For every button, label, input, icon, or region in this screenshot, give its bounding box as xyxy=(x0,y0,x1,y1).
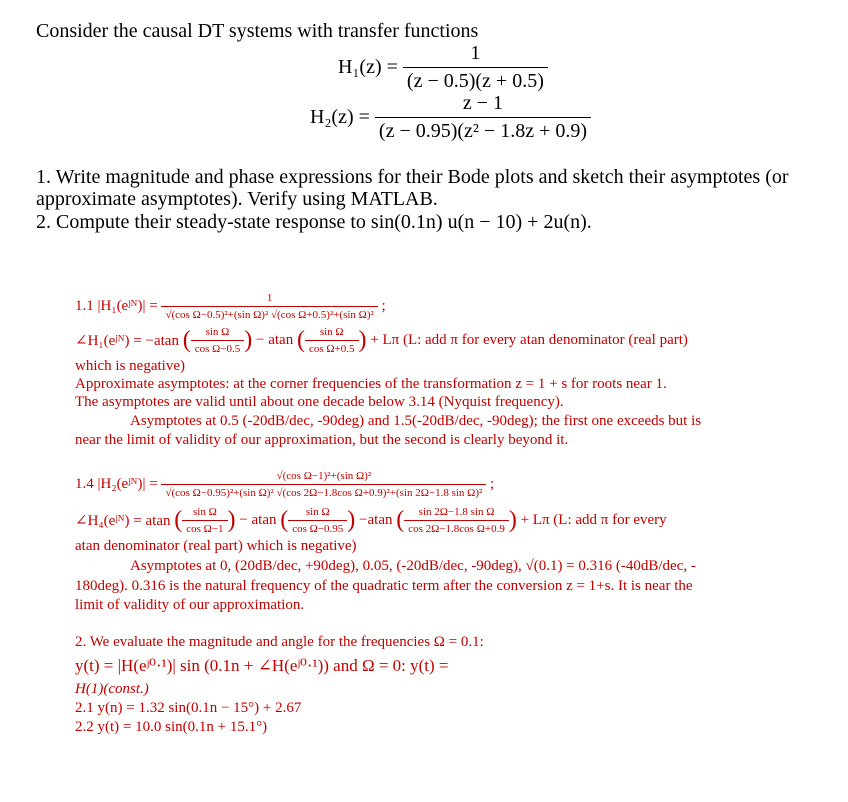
paren-close: ) xyxy=(358,327,367,353)
answer11-phase-f2 xyxy=(305,326,359,355)
task1-line-b: approximate asymptotes). Verify using MATLAB. xyxy=(36,188,438,210)
answer14-phase-mid2: −atan xyxy=(359,512,393,528)
answer11-mag-fraction xyxy=(161,292,377,321)
answer14-phase-f1-den: cos Ω−1 xyxy=(182,520,227,535)
answer11-phase-lhs: ∠H₁(eʲᴺ) = −atan xyxy=(75,333,179,349)
h1-equation xyxy=(338,42,548,93)
answer14-phase xyxy=(75,506,667,535)
answer14-mag-num: √(cos Ω−1)²+(sin Ω)² xyxy=(276,470,372,482)
answer11-magnitude xyxy=(75,292,386,321)
answer14-mag-den: √(cos Ω−0.95)²+(sin Ω)² √(cos 2Ω−1.8cos Ω+0.9)²+(sin 2Ω−1.8 sin Ω)² xyxy=(161,484,486,499)
answer2-line1: 2. We evaluate the magnitude and angle for the frequencies Ω = 0.1: xyxy=(75,634,484,650)
answer11-phase-tail: + Lπ (L: add π for every atan denominator (real part) xyxy=(370,332,688,348)
task2-line: 2. Compute their steady-state response to sin(0.1n) u(n − 10) + 2u(n). xyxy=(36,211,592,233)
answer11-phase xyxy=(75,326,688,355)
h2-fraction xyxy=(375,92,591,143)
answer14-phase-f3 xyxy=(404,506,509,535)
answer11-phase-f1-num: sin Ω xyxy=(205,326,230,338)
answer11-phase-f1 xyxy=(191,326,245,355)
paren-close: ) xyxy=(508,507,517,533)
answer11-phase-f1-den: cos Ω−0.5 xyxy=(191,340,245,355)
paren-open: ( xyxy=(280,507,289,533)
answer11-phase-f2-num: sin Ω xyxy=(319,326,344,338)
answer11-line4: Approximate asymptotes: at the corner frequencies of the transformation z = 1 + s for roots near 1. xyxy=(75,376,667,392)
answer2-line4: 2.1 y(n) = 1.32 sin(0.1n − 15°) + 2.67 xyxy=(75,700,302,716)
answer14-phase-f2-num: sin Ω xyxy=(305,506,330,518)
answer14-line4: Asymptotes at 0, (20dB/dec, +90deg), 0.05, (-20dB/dec, -90deg), √(0.1) = 0.316 (-40dB/dec, - xyxy=(130,558,696,574)
answer14-line5: 180deg). 0.316 is the natural frequency of the quadratic term after the conversion z = 1+s. It is near the xyxy=(75,578,693,594)
answer14-phase-f3-den: cos 2Ω−1.8cos Ω+0.9 xyxy=(404,520,509,535)
h1-denominator: (z − 0.5)(z + 0.5) xyxy=(403,67,548,93)
paren-close: ) xyxy=(347,507,356,533)
paren-close: ) xyxy=(244,327,253,353)
h2-lhs: H₂(z) = xyxy=(310,106,370,128)
answer14-phase-f3-num: sin 2Ω−1.8 sin Ω xyxy=(418,506,495,518)
answer14-mag-fraction xyxy=(161,470,486,499)
answer11-mag-den: √(cos Ω−0.5)²+(sin Ω)² √(cos Ω+0.5)²+(sin Ω)² xyxy=(161,306,377,321)
h1-fraction xyxy=(403,42,548,93)
paren-open: ( xyxy=(296,327,305,353)
answer11-mag-end: ; xyxy=(381,298,386,314)
answer14-mag-end: ; xyxy=(490,476,495,492)
paren-open: ( xyxy=(174,507,183,533)
question-intro: Consider the causal DT systems with transfer functions xyxy=(36,20,479,42)
answer11-phase-f2-den: cos Ω+0.5 xyxy=(305,340,359,355)
h1-numerator: 1 xyxy=(470,42,481,64)
answer11-line3: which is negative) xyxy=(75,358,185,374)
answer11-phase-mid: − atan xyxy=(256,332,294,348)
paren-open: ( xyxy=(396,507,405,533)
answer2-line3: H(1)(const.) xyxy=(75,681,149,697)
answer14-phase-f1-num: sin Ω xyxy=(193,506,217,518)
answer2-line5: 2.2 y(t) = 10.0 sin(0.1n + 15.1°) xyxy=(75,719,268,735)
h2-denominator: (z − 0.95)(z² − 1.8z + 0.9) xyxy=(375,117,591,143)
answer14-phase-f2 xyxy=(288,506,347,535)
answer2-line2: y(t) = |H(eʲ⁰·¹)| sin (0.1n + ∠H(eʲ⁰·¹)) and Ω = 0: y(t) = xyxy=(75,656,449,675)
answer11-line7: near the limit of validity of our approximation, but the second is clearly beyond it. xyxy=(75,432,569,448)
answer14-mag-lhs: 1.4 |H₂(eʲᴺ)| = xyxy=(75,476,158,492)
answer11-line6: Asymptotes at 0.5 (-20dB/dec, -90deg) and 1.5(-20dB/dec, -90deg); the first one exceeds but is xyxy=(130,413,702,429)
h2-equation xyxy=(310,92,591,143)
h2-numerator: z − 1 xyxy=(462,92,504,114)
paren-open: ( xyxy=(182,327,191,353)
answer14-phase-lhs: ∠H₄(eʲᴺ) = atan xyxy=(75,513,171,529)
answer14-phase-f2-den: cos Ω−0.95 xyxy=(288,520,347,535)
answer11-mag-num: 1 xyxy=(266,292,273,304)
answer14-line6: limit of validity of our approximation. xyxy=(75,597,305,613)
answer14-line3: atan denominator (real part) which is negative) xyxy=(75,538,357,554)
answer14-phase-mid1: − atan xyxy=(239,512,277,528)
answer14-phase-tail: + Lπ (L: add π for every xyxy=(520,512,667,528)
h1-lhs: H₁(z) = xyxy=(338,56,398,78)
answer11-mag-lhs: 1.1 |H₁(eʲᴺ)| = xyxy=(75,298,158,314)
answer14-magnitude xyxy=(75,470,494,499)
answer11-line5: The asymptotes are valid until about one decade below 3.14 (Nyquist frequency). xyxy=(75,394,564,410)
paren-close: ) xyxy=(227,507,236,533)
answer14-phase-f1 xyxy=(182,506,227,535)
task1-line-a: 1. Write magnitude and phase expressions for their Bode plots and sketch their asymptotes (or xyxy=(36,166,789,188)
